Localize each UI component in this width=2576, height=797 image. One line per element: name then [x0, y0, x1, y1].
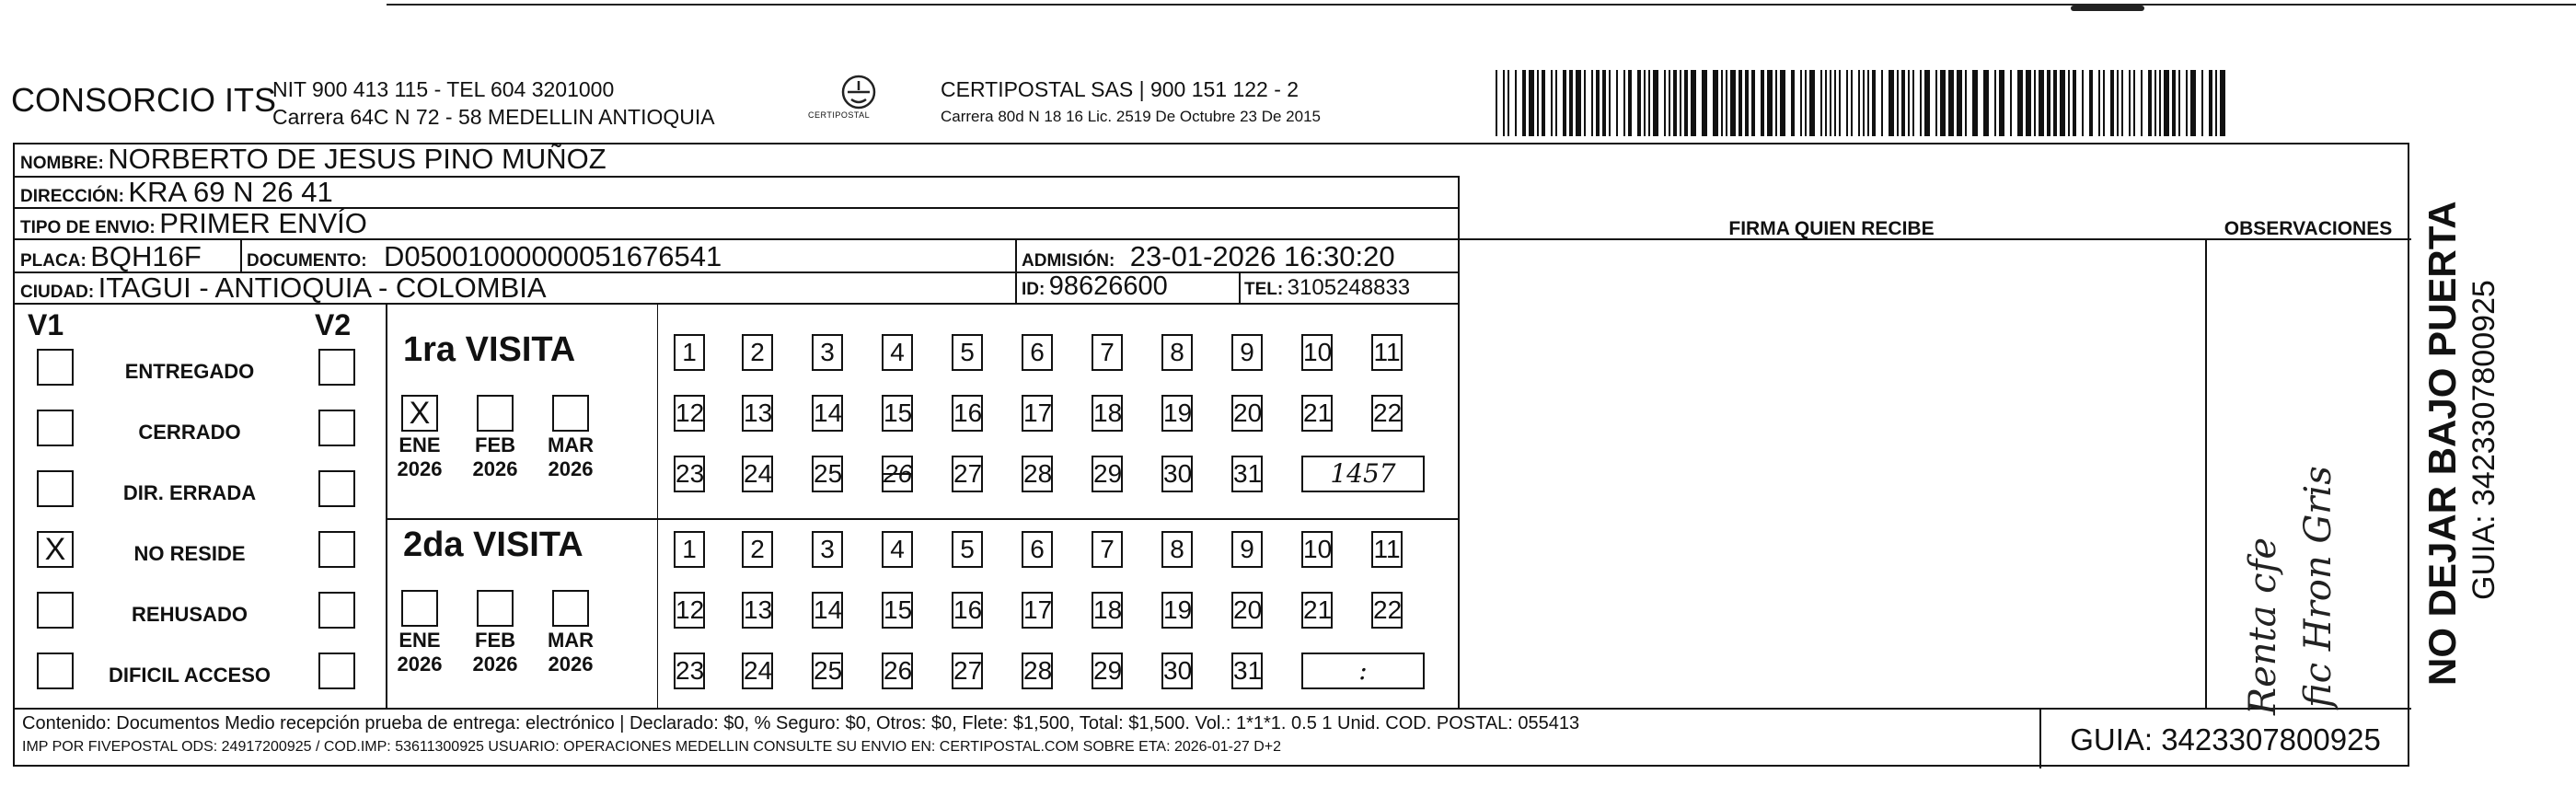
month-year: 2026	[472, 457, 518, 480]
nombre-label: NOMBRE:	[20, 154, 104, 173]
status-v1-checkbox[interactable]	[37, 349, 74, 386]
day-box[interactable]: 5	[952, 531, 983, 568]
footer-content: Contenido: Documentos Medio recepción prueba de entrega: electrónico | Declarado: $0, % Seguro: $0, Otros: $0, Flete: $1,500, Total: $1,500. Vol.: 1*1*1. 0.5 1 Unid. COD. POSTAL: 055413	[22, 713, 1580, 733]
observaciones-header: OBSERVACIONES	[2224, 218, 2393, 239]
month-checkbox[interactable]	[552, 395, 589, 432]
day-box[interactable]: 17	[1022, 395, 1053, 432]
admision-cell	[1022, 240, 1395, 273]
day-box[interactable]: 14	[812, 395, 843, 432]
month-year: 2026	[472, 653, 518, 676]
firma-header: FIRMA QUIEN RECIBE	[1728, 218, 1935, 239]
month-label: FEB	[475, 629, 515, 652]
tipo-value: PRIMER ENVÍO	[159, 207, 367, 239]
day-box[interactable]: 12	[674, 592, 705, 629]
documento-value: D05001000000051676541	[384, 240, 722, 272]
day-box[interactable]: 3	[812, 334, 843, 371]
documento-cell	[247, 240, 722, 273]
day-box[interactable]: 23	[674, 653, 705, 689]
certipostal-logo	[822, 72, 895, 131]
month-label: ENE	[399, 629, 441, 652]
obs-handwritten-line1: Renta cfe	[2242, 537, 2284, 715]
status-label: NO RESIDE	[133, 542, 246, 565]
observaciones-area	[2205, 273, 2411, 715]
day-box[interactable]: 26	[882, 653, 913, 689]
day-box[interactable]: 1	[674, 531, 705, 568]
day-box[interactable]: 29	[1092, 456, 1123, 492]
day-box[interactable]: 25	[812, 653, 843, 689]
month-label: ENE	[399, 433, 441, 456]
top-edge-mark	[2071, 6, 2144, 11]
day-box[interactable]: 27	[952, 456, 983, 492]
day-box[interactable]: 20	[1231, 395, 1263, 432]
company-nit-line: NIT 900 413 115 - TEL 604 3201000	[272, 77, 615, 101]
ciudad-label: CIUDAD:	[20, 283, 95, 302]
day-box[interactable]: 22	[1371, 395, 1403, 432]
logo-label: CERTIPOSTAL	[808, 110, 871, 120]
day-box[interactable]: 25	[812, 456, 843, 492]
tipo-row	[20, 207, 367, 240]
nombre-value: NORBERTO DE JESUS PINO MUÑOZ	[108, 143, 606, 175]
tel-cell	[1244, 275, 1410, 301]
status-v1-checkbox[interactable]	[37, 470, 74, 507]
day-box[interactable]: 31	[1231, 456, 1263, 492]
status-v1-checkbox[interactable]: X	[37, 531, 74, 568]
barcode	[1496, 70, 2227, 136]
status-v2-checkbox[interactable]	[318, 410, 355, 446]
status-v2-checkbox[interactable]	[318, 349, 355, 386]
status-v2-checkbox[interactable]	[318, 592, 355, 629]
tel-value: 3105248833	[1287, 275, 1411, 300]
ciudad-value: ITAGUI - ANTIOQUIA - COLOMBIA	[98, 271, 547, 304]
status-label: ENTREGADO	[124, 360, 255, 383]
side-warning: NO DEJAR BAJO PUERTA	[2420, 201, 2464, 686]
day-box[interactable]: 19	[1161, 592, 1193, 629]
month-year: 2026	[548, 653, 594, 676]
day-box[interactable]: 30	[1161, 653, 1193, 689]
day-box[interactable]: 4	[882, 531, 913, 568]
status-v1-checkbox[interactable]	[37, 653, 74, 689]
month-year: 2026	[397, 653, 443, 676]
month-checkbox[interactable]	[477, 590, 514, 627]
day-box[interactable]: 14	[812, 592, 843, 629]
courier-info	[941, 75, 1321, 131]
day-box[interactable]: 6	[1022, 334, 1053, 371]
day-box[interactable]: 29	[1092, 653, 1123, 689]
ciudad-cell	[20, 271, 547, 305]
day-box[interactable]: 31	[1231, 653, 1263, 689]
day-box[interactable]: 21	[1301, 395, 1333, 432]
day-box[interactable]: 11	[1371, 334, 1403, 371]
day-box[interactable]: 17	[1022, 592, 1053, 629]
day-box[interactable]: 8	[1161, 334, 1193, 371]
v1-header: V1	[28, 308, 64, 341]
day-box[interactable]: 10	[1301, 531, 1333, 568]
month-label: MAR	[547, 629, 595, 652]
placa-value: BQH16F	[90, 240, 202, 272]
v2-header: V2	[315, 308, 352, 341]
courier-address-line: Carrera 80d N 18 16 Lic. 2519 De Octubre 23 De 2015	[941, 108, 1321, 125]
day-box[interactable]: 2	[742, 334, 773, 371]
status-v2-checkbox[interactable]	[318, 653, 355, 689]
delivery-form	[13, 143, 2409, 767]
day-box[interactable]: 4	[882, 334, 913, 371]
month-label: FEB	[475, 433, 515, 456]
month-checkbox[interactable]	[477, 395, 514, 432]
status-label: DIFICIL ACCESO	[108, 664, 271, 687]
day-box[interactable]: 7	[1092, 334, 1123, 371]
month-year: 2026	[548, 457, 594, 480]
day-box[interactable]: 15	[882, 395, 913, 432]
day-box[interactable]: 11	[1371, 531, 1403, 568]
admision-value: 23-01-2026 16:30:20	[1129, 240, 1395, 272]
day-box[interactable]: 22	[1371, 592, 1403, 629]
day-box[interactable]: 2	[742, 531, 773, 568]
day-box[interactable]: 9	[1231, 334, 1263, 371]
status-label: REHUSADO	[132, 603, 248, 626]
time-box[interactable]: 1457	[1301, 456, 1425, 492]
day-box[interactable]: 23	[674, 456, 705, 492]
status-v1-checkbox[interactable]	[37, 592, 74, 629]
courier-nit-line: CERTIPOSTAL SAS | 900 151 122 - 2	[941, 77, 1300, 101]
day-box[interactable]: 30	[1161, 456, 1193, 492]
tel-label: TEL:	[1244, 280, 1284, 299]
month-year: 2026	[397, 457, 443, 480]
day-box[interactable]: 12	[674, 395, 705, 432]
obs-handwritten-line2: fic Hron Gris	[2297, 466, 2339, 708]
month-checkbox[interactable]	[552, 590, 589, 627]
day-box[interactable]: 9	[1231, 531, 1263, 568]
status-v1-checkbox[interactable]	[37, 410, 74, 446]
day-box[interactable]: 26	[882, 456, 913, 492]
nombre-row	[20, 143, 606, 176]
day-box[interactable]: 18	[1092, 592, 1123, 629]
direccion-label: DIRECCIÓN:	[20, 187, 124, 206]
side-guia: GUIA: 3423307800925	[2466, 280, 2501, 600]
day-box[interactable]: 16	[952, 395, 983, 432]
status-v2-checkbox[interactable]	[318, 470, 355, 507]
day-box[interactable]: 16	[952, 592, 983, 629]
company-address-line: Carrera 64C N 72 - 58 MEDELLIN ANTIOQUIA	[272, 105, 715, 129]
month-label: MAR	[547, 433, 595, 456]
day-box[interactable]: 20	[1231, 592, 1263, 629]
day-box[interactable]: 6	[1022, 531, 1053, 568]
status-label: CERRADO	[138, 421, 241, 444]
day-box[interactable]: 28	[1022, 653, 1053, 689]
day-box[interactable]: 5	[952, 334, 983, 371]
visit1-title: 1ra VISITA	[403, 330, 576, 369]
month-checkbox[interactable]	[401, 590, 438, 627]
tipo-label: TIPO DE ENVIO:	[20, 218, 156, 237]
id-label: ID:	[1022, 280, 1045, 299]
placa-cell	[20, 240, 202, 273]
signature-area[interactable]	[1460, 273, 2203, 706]
day-box[interactable]: 28	[1022, 456, 1053, 492]
direccion-value: KRA 69 N 26 41	[128, 176, 333, 208]
day-box[interactable]: 27	[952, 653, 983, 689]
placa-label: PLACA:	[20, 251, 87, 271]
day-box[interactable]: 7	[1092, 531, 1123, 568]
status-label: DIR. ERRADA	[122, 481, 257, 504]
day-box[interactable]: 10	[1301, 334, 1333, 371]
documento-label: DOCUMENTO:	[247, 251, 367, 271]
day-box[interactable]: 18	[1092, 395, 1123, 432]
company-name: CONSORCIO ITS	[11, 81, 277, 119]
day-box[interactable]: 8	[1161, 531, 1193, 568]
day-box[interactable]: 13	[742, 395, 773, 432]
day-box[interactable]: 21	[1301, 592, 1333, 629]
day-box[interactable]: 3	[812, 531, 843, 568]
id-value: 98626600	[1048, 271, 1168, 301]
company-info	[272, 75, 715, 131]
day-box[interactable]: 1	[674, 334, 705, 371]
month-checkbox[interactable]: X	[401, 395, 438, 432]
day-box[interactable]: 24	[742, 653, 773, 689]
direccion-row	[20, 176, 333, 209]
admision-label: ADMISIÓN:	[1022, 251, 1115, 271]
time-box[interactable]: :	[1301, 653, 1425, 689]
id-cell	[1022, 271, 1168, 302]
day-box[interactable]: 19	[1161, 395, 1193, 432]
visit2-title: 2da VISITA	[403, 526, 583, 564]
footer-imp: IMP POR FIVEPOSTAL ODS: 24917200925 / COD.IMP: 53611300925 USUARIO: OPERACIONES MEDELLIN CONSULTE SU ENVIO EN: CERTIPOSTAL.COM SOBRE ETA: 2026-01-27 D+2	[22, 739, 1282, 755]
day-box[interactable]: 24	[742, 456, 773, 492]
day-box[interactable]: 15	[882, 592, 913, 629]
status-v2-checkbox[interactable]	[318, 531, 355, 568]
day-box[interactable]: 13	[742, 592, 773, 629]
top-edge-line	[387, 4, 2576, 6]
footer-guia: GUIA: 3423307800925	[2070, 722, 2381, 757]
